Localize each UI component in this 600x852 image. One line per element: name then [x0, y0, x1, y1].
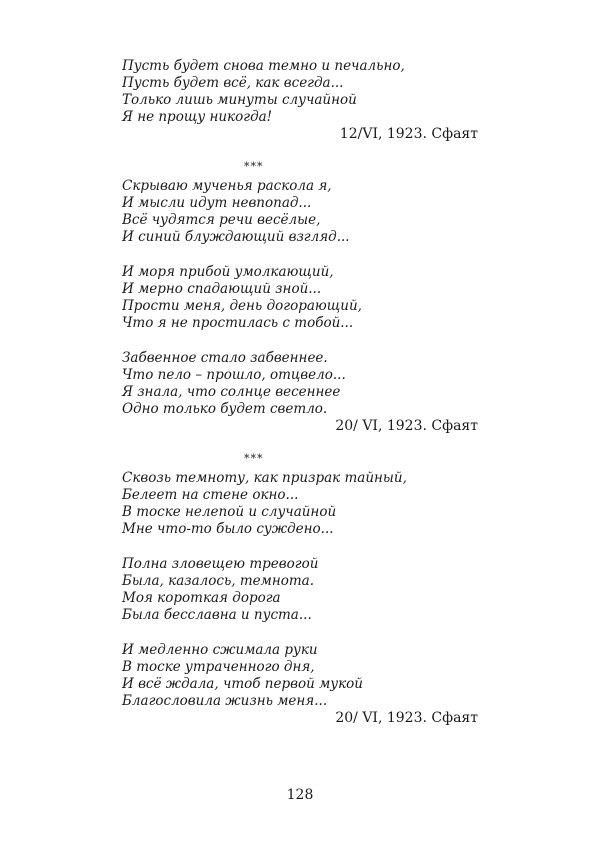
poem2-separator: *** [244, 160, 264, 173]
poem3-s3-line-4: Благословила жизнь меня... [122, 693, 328, 709]
poem3-s2-line-1: Полна зловещею тревогой [122, 556, 319, 572]
poem3-separator: *** [244, 452, 264, 465]
poem2-s2-line-3: Прости меня, день догорающий, [122, 298, 362, 314]
poem1-line-4: Я не прощу никогда! [122, 109, 273, 125]
poem3-s2-line-3: Моя короткая дорога [122, 590, 281, 606]
poem2-s1-line-4: И синий блуждающий взгляд... [122, 229, 350, 245]
poem2-s1-line-1: Скрываю мученья раскола я, [122, 178, 332, 194]
poem2-s3-line-2: Что пело – прошло, отцвело... [122, 367, 346, 383]
poem2-s3-line-1: Забвенное стало забвеннее. [122, 350, 328, 366]
poem1-line-3: Только лишь минуты случайной [122, 92, 357, 108]
poem2-s2-line-1: И моря прибой умолкающий, [122, 264, 334, 280]
poem1-line-2: Пусть будет всё, как всегда... [122, 75, 344, 91]
poem3-s3-line-2: В тоске утраченного дня, [122, 659, 315, 675]
poem3-s1-line-2: Белеет на стене окно... [122, 487, 299, 503]
poem2-s2-line-4: Что я не простилась с тобой... [122, 315, 354, 331]
poem3-s2-line-4: Была бесславна и пуста... [122, 607, 312, 623]
page-number: 128 [286, 787, 314, 803]
poem3-s3-line-3: И всё ждала, чтоб первой мукой [122, 676, 364, 692]
poem3-s2-line-2: Была, казалось, темнота. [122, 573, 315, 589]
poem3-s1-line-1: Сквозь темноту, как призрак тайный, [122, 470, 407, 486]
poem3-signature: 20/ VI, 1923. Сфаят [335, 710, 478, 726]
poem3-s3-line-1: И медленно сжимала руки [122, 642, 318, 658]
poem2-s3-line-4: Одно только будет светло. [122, 401, 328, 417]
poem2-s1-line-3: Всё чудятся речи весёлые, [122, 212, 321, 228]
poem3-s1-line-3: В тоске нелепой и случайной [122, 504, 337, 520]
poem3-s1-line-4: Мне что-то было суждено... [122, 521, 334, 537]
poem2-s1-line-2: И мысли идут невпопад... [122, 195, 312, 211]
poem2-s3-line-3: Я знала, что солнце весеннее [122, 384, 341, 400]
poem1-line-1: Пусть будет снова темно и печально, [122, 58, 405, 74]
poem2-s2-line-2: И мерно спадающий зной... [122, 281, 322, 297]
poem1-signature: 12/VI, 1923. Сфаят [339, 126, 478, 142]
poem2-signature: 20/ VI, 1923. Сфаят [335, 418, 478, 434]
